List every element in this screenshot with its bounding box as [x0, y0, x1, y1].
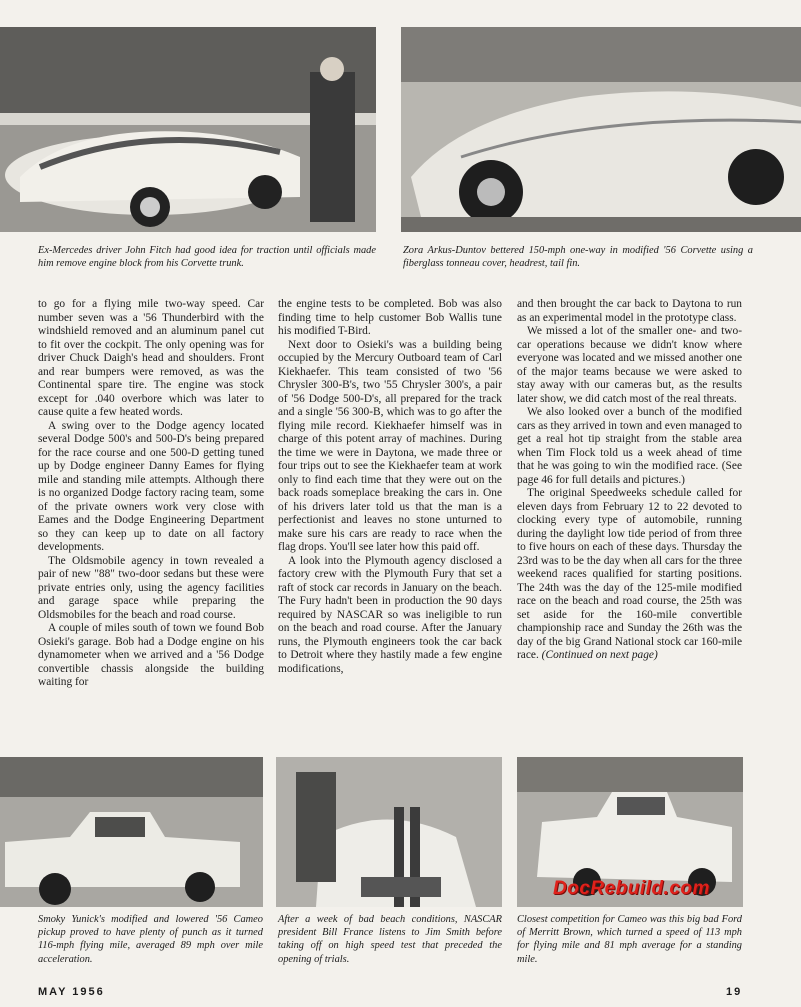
- continued-on-next-page: (Continued on next page): [541, 649, 658, 661]
- col1-paragraph: A swing over to the Dodge agency located several Dodge 500's and 500-D's being prepared for the race course and one 500-D getting tuned up by Dodge engineer Danny Eames for flying mile and standing mile attempts. Although there is no organized Dodge factory racing team, some of the private owners work very close with Eames and the Dodge Engineering Department so they can keep up to date on all factory developments.: [38, 419, 264, 553]
- article-column-1: [38, 298, 264, 690]
- col3-paragraph: [517, 487, 742, 663]
- photo-duntov-corvette: [401, 27, 801, 232]
- col2-paragraph: Next door to Osieki's was a building being occupied by the Mercury Outboard team of Carl Kiekhaefer. This team consisted of two '56 Chrysler 300-B's, two '55 Chrysler 300's, a pair of '56 Dodge 500-D's, all prepared for the track and a single '56 300-B, which was to go after the flying mile record. Kiekhaefer himself was in charge of this potent array of machines. During the time we were in Daytona, we made three or four trips out to see the Kiekhaefer team at work only to find each time that they were out on the back roads someplace breaking the cars in. One of his drivers later told us that the man is a perfectionist and leaves no stone unturned to make sure his cars are ready to race when the flag drops. You'll see later how this paid off.: [278, 338, 502, 553]
- col1-paragraph: A couple of miles south of town we found Bob Osieki's garage. Bob had a Dodge engine on his dynamometer when we arrived and a '56 Dodge convertible chassis alongside the building waiting for: [38, 622, 264, 688]
- caption-brown-ford: Closest competition for Cameo was this big bad Ford of Merritt Brown, which turned a speed of 113 mph for flying mile and 81 mph average for a standing mile.: [517, 914, 742, 965]
- caption-france-smith: After a week of bad beach conditions, NASCAR president Bill France listens to Jim Smith before taking off on high speed test that preceded the opening of trials.: [278, 914, 502, 965]
- col3-paragraph: We missed a lot of the smaller one- and two-car operations because we didn't know where everyone was located and we missed another one of the major teams because we were asked to stay away with our cameras but, as the results later show, we did catch most of the real threats.: [517, 325, 742, 405]
- caption-yunick-cameo: Smoky Yunick's modified and lowered '56 Cameo pickup proved to have plenty of punch as it turned 116-mph flying mile, averaged 89 mph over mile acceleration.: [38, 914, 263, 965]
- footer-page-number: 19: [726, 986, 743, 998]
- col2-paragraph: the engine tests to be completed. Bob was also finding time to help customer Bob Wallis tune his modified T-Bird.: [278, 298, 502, 337]
- col1-paragraph: to go for a flying mile two-way speed. Car number seven was a '56 Thunderbird with the windshield removed and an aluminum panel cut to fit over the cockpit. The only opening was for driver Chuck Daigh's head and shoulders. Front and rear bumpers were removed, as was the Continental spare tire. The engine was stock except for .040 overbore which was later to cause quite a few heated words.: [38, 298, 264, 418]
- caption-fitch-corvette: Ex-Mercedes driver John Fitch had good idea for traction until officials made him remove engine block from his Corvette trunk.: [38, 245, 376, 270]
- col3-paragraph: We also looked over a bunch of the modified cars as they arrived in town and even managed to get a real hot tip straight from the stable area when Tim Flock told us a week ahead of time that he was going to win the modified race. (See page 46 for full details and pictures.): [517, 406, 742, 486]
- photo-yunick-cameo: [0, 757, 263, 907]
- col3-last-paragraph-text: The original Speedweeks schedule called for eleven days from February 12 to 22 devoted to clocking every type of automobile, running during the daylight low tide period of from three to five hours on each of these days. Thursday the 23rd was to be the day when all cars for the three weekend races qualified for starting positions. The 24th was the day of the 125-mile modified race on the beach and road course, the 25th was set aside for the 160-mile convertible championship race and Sunday the 26th was the day of the big Grand National stock car 160-mile race.: [517, 487, 742, 661]
- article-column-2: [278, 298, 502, 676]
- docrebuild-watermark: DocRebuild.com: [553, 878, 710, 899]
- caption-duntov-corvette: Zora Arkus-Duntov bettered 150-mph one-way in modified '56 Corvette using a fiberglass tonneau cover, headrest, tail fin.: [403, 245, 753, 270]
- article-column-3: [517, 298, 742, 663]
- col3-paragraph: and then brought the car back to Daytona to run as an experimental model in the prototype class.: [517, 298, 742, 324]
- photo-france-smith: [276, 757, 502, 907]
- photo-fitch-corvette: [0, 27, 376, 232]
- col2-paragraph: A look into the Plymouth agency disclosed a factory crew with the Plymouth Fury that set a raft of stock car records in January on the beach. The Fury hadn't been in production the 90 days required by NASCAR so was ineligible to run on the beach and road course. After the January runs, the Plymouth engineers took the car back to Detroit where they hastily made a few engine modifications,: [278, 554, 502, 675]
- col1-paragraph: The Oldsmobile agency in town revealed a pair of new "88" two-door sedans but these were private entries only, using the agency facilities and garage space while preparing the Oldsmobiles for the beach and road course.: [38, 554, 264, 621]
- footer-issue-date: MAY 1956: [38, 986, 105, 998]
